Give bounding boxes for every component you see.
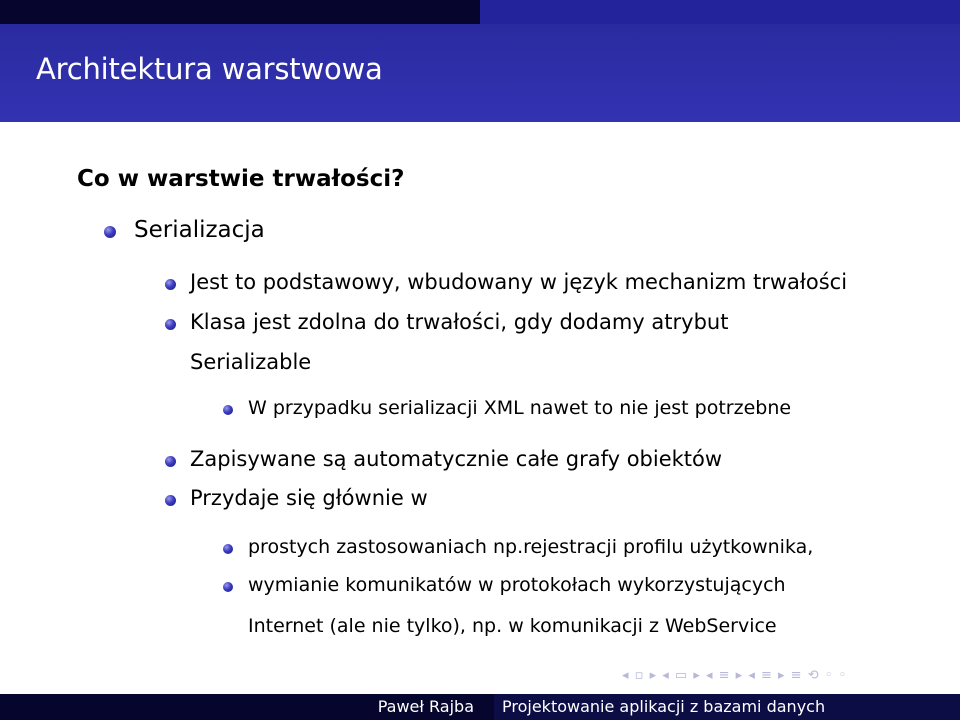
top-bar — [0, 0, 960, 24]
item-przydaje: Przydaje się głównie w — [190, 486, 428, 510]
item-klasa-line2: Serializable — [190, 350, 312, 374]
slide-title: Architektura warstwowa — [36, 52, 383, 86]
slide-subtitle: Co w warstwie trwałości? — [77, 166, 405, 192]
item-wymianie-line2: Internet (ale nie tylko), np. w komunikacji z WebService — [248, 615, 777, 637]
item-serializacja: Serializacja — [134, 217, 265, 243]
item-xml: W przypadku serializacji XML nawet to nie jest potrzebne — [248, 397, 792, 419]
top-bar-left — [0, 0, 480, 24]
bullet-icon — [223, 405, 233, 415]
bullet-icon — [165, 319, 176, 330]
footer-left — [0, 694, 494, 720]
item-wymianie-line1: wymianie komunikatów w protokołach wykorzystujących — [248, 574, 786, 596]
beamer-navigation-icons[interactable]: ◂ ▫ ▸ ◂ ▭ ▸ ◂ ≡ ▸ ◂ ≡ ▸ ≡ ⟲ ◦ ◦ — [622, 668, 848, 683]
item-jest-to: Jest to podstawowy, wbudowany w język mechanizm trwałości — [190, 270, 848, 294]
footer-author: Paweł Rajba — [377, 697, 474, 716]
bullet-icon — [165, 495, 176, 506]
item-zapisywane: Zapisywane są automatycznie całe grafy obiektów — [190, 447, 723, 471]
footer-course-title: Projektowanie aplikacji z bazami danych — [502, 697, 826, 716]
footer-right — [494, 694, 960, 720]
footer — [0, 694, 960, 720]
bullet-icon — [223, 544, 233, 554]
bullet-icon — [223, 582, 233, 592]
bullet-icon — [165, 279, 176, 290]
top-bar-right — [480, 0, 960, 24]
bullet-icon — [165, 456, 176, 467]
bullet-icon — [104, 226, 116, 238]
item-klasa-line1: Klasa jest zdolna do trwałości, gdy dodamy atrybut — [190, 310, 729, 334]
item-prostych: prostych zastosowaniach np.rejestracji profilu użytkownika, — [248, 536, 814, 558]
